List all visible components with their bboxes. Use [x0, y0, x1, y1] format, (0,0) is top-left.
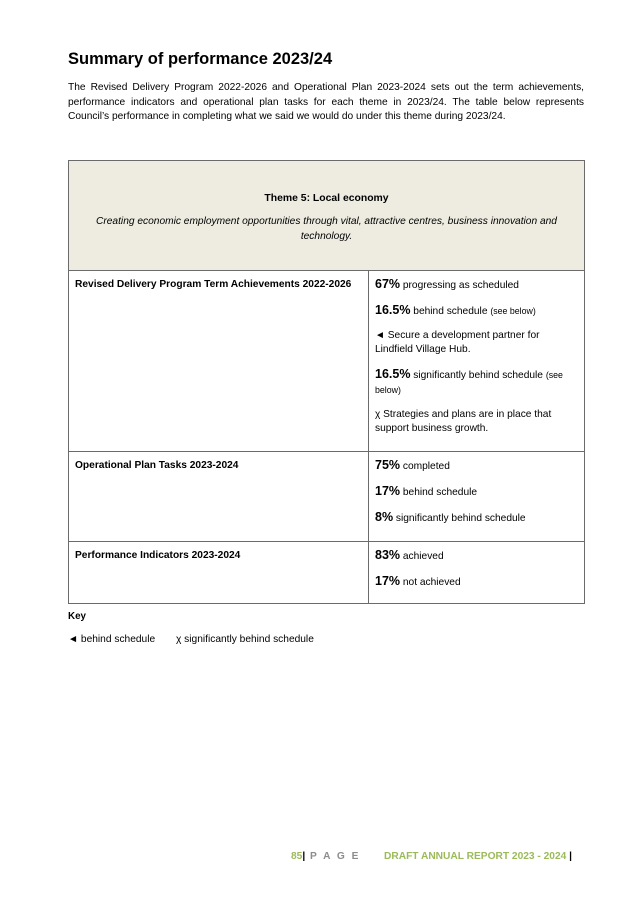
report-footer [384, 851, 572, 862]
theme-name: Theme 5: Local economy [264, 193, 389, 204]
stat-item [375, 574, 579, 590]
table-row [69, 271, 585, 452]
theme-header-row [69, 161, 585, 271]
row-label-operational-tasks: Operational Plan Tasks 2023-2024 [69, 452, 369, 542]
stat-percent: 17% [375, 574, 401, 588]
page-number: 85 [291, 851, 303, 862]
stat-item [375, 303, 579, 319]
item-text: Secure a development partner for Lindfield Village Hub. [375, 330, 540, 355]
stat-percent: 8% [375, 510, 394, 524]
stat-item [375, 510, 579, 526]
stat-item [375, 484, 579, 500]
significantly-behind-icon: χ [175, 634, 182, 645]
stat-text: significantly behind schedule [410, 370, 546, 381]
stat-text: behind schedule [400, 487, 478, 498]
stat-item [375, 277, 579, 293]
report-title: DRAFT ANNUAL REPORT 2023 - 2024 [384, 851, 567, 862]
theme-header-cell [69, 161, 585, 271]
stat-item [375, 548, 579, 564]
performance-table [68, 160, 585, 604]
stat-text: behind schedule [410, 306, 491, 317]
key-label: significantly behind schedule [181, 634, 314, 645]
key-label: behind schedule [78, 634, 156, 645]
footer-separator: | [302, 851, 306, 862]
behind-schedule-item [375, 329, 579, 357]
row-label-term-achievements: Revised Delivery Program Term Achievements 2022-2026 [69, 271, 369, 452]
stat-text: completed [400, 461, 450, 472]
significantly-behind-icon: χ [375, 409, 381, 420]
table-row [69, 452, 585, 542]
item-text: Strategies and plans are in place that support business growth. [375, 409, 552, 434]
stat-percent: 17% [375, 484, 401, 498]
key-significantly-behind [176, 634, 314, 645]
stat-text: significantly behind schedule [393, 513, 526, 524]
significantly-behind-item [375, 408, 579, 436]
key-behind-schedule [68, 634, 155, 645]
behind-schedule-icon: ◄ [375, 330, 385, 341]
page-title: Summary of performance 2023/24 [68, 50, 333, 68]
key-legend [68, 634, 314, 645]
stat-percent: 75% [375, 458, 401, 472]
footer-end-separator: | [566, 851, 572, 862]
theme-description: Creating economic employment opportunities through vital, attractive centres, business innovation and technology. [96, 216, 557, 242]
behind-schedule-icon: ◄ [68, 634, 79, 645]
intro-paragraph: The Revised Delivery Program 2022-2026 and Operational Plan 2023-2024 sets out the term achievements, performance indicators and operational plan tasks for each theme in 2023/24. The table below represents Council’s performance in completing what we said we would do under this theme during 2023/24. [68, 82, 584, 122]
row-values-performance-indicators [369, 542, 585, 604]
key-title: Key [68, 611, 86, 622]
stat-item [375, 458, 579, 474]
stat-item [375, 367, 579, 398]
stat-text: achieved [400, 551, 444, 562]
page-footer [291, 851, 360, 862]
stat-percent: 16.5% [375, 303, 411, 317]
row-label-performance-indicators: Performance Indicators 2023-2024 [69, 542, 369, 604]
stat-note: (see below) [490, 306, 536, 316]
stat-text: not achieved [400, 577, 461, 588]
stat-percent: 67% [375, 277, 401, 291]
page-word: P A G E [305, 851, 361, 862]
stat-text: progressing as scheduled [400, 280, 519, 291]
stat-percent: 16.5% [375, 367, 411, 381]
table-row [69, 542, 585, 604]
stat-percent: 83% [375, 548, 401, 562]
row-values-term-achievements [369, 271, 585, 452]
stat-note: (see below) [375, 370, 563, 395]
row-values-operational-tasks [369, 452, 585, 542]
